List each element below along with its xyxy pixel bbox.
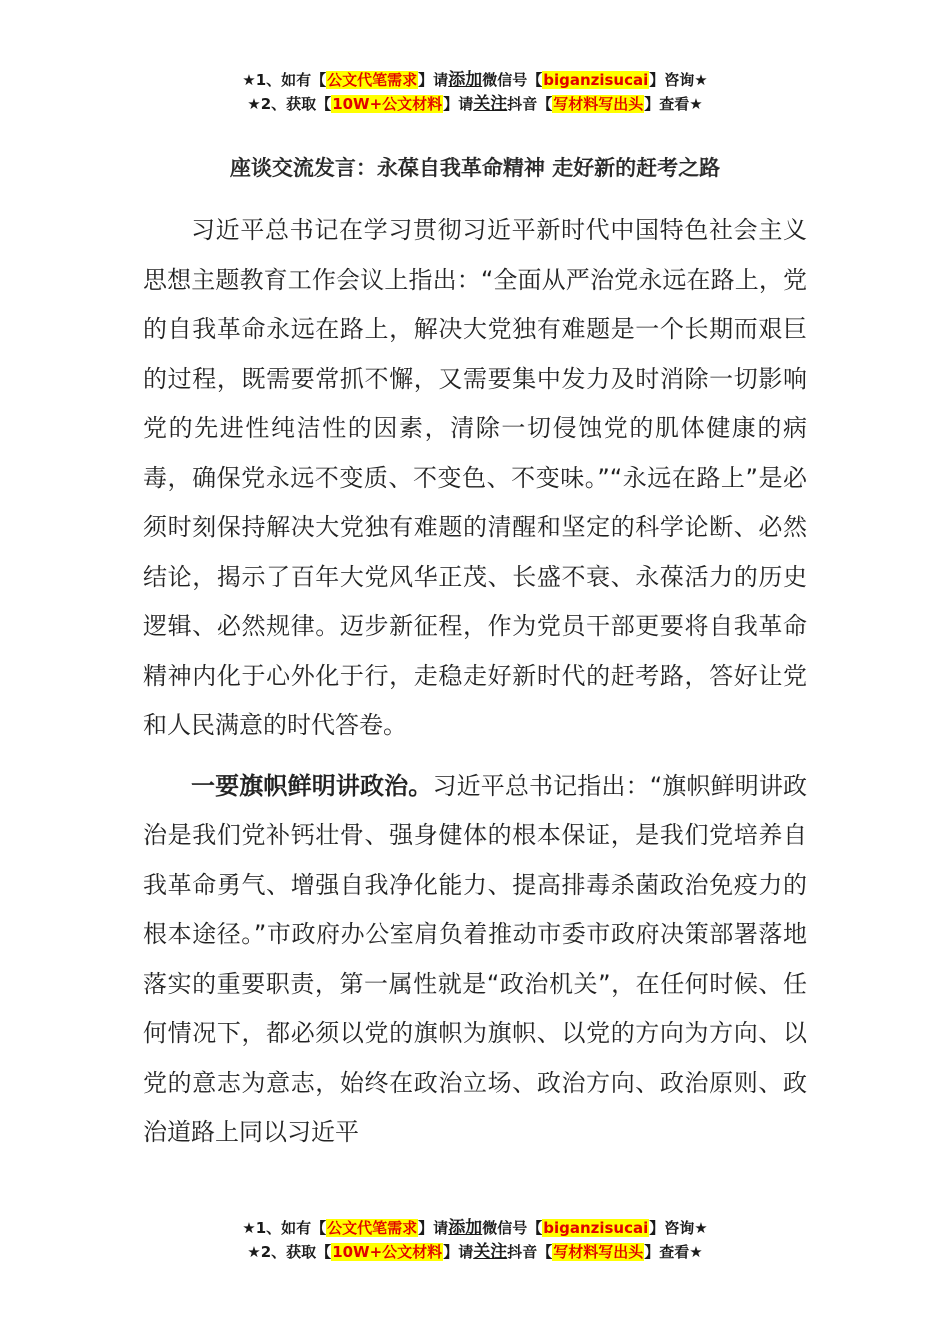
highlight-materials: 10W+公文材料: [332, 1243, 443, 1261]
banner-text: 抖音【: [507, 1243, 553, 1261]
banner-text: 】请: [443, 1243, 474, 1261]
highlight-douyin-id: 写材料写出头: [553, 95, 644, 113]
banner-text: 】查看★: [644, 95, 703, 113]
highlight-wechat-id: biganzisucai: [543, 1219, 649, 1237]
banner-text: 】请: [443, 95, 474, 113]
banner-text: ★1、如有【: [242, 1219, 327, 1237]
footer-banner: [0, 1216, 950, 1264]
banner-text: 微信号【: [482, 71, 543, 89]
header-banner: [0, 68, 950, 116]
banner-line-2: [0, 1240, 950, 1264]
point-text: 习近平总书记指出：“旗帜鲜明讲政治是我们党补钙壮骨、强身健体的根本保证，是我们党培养自我革命勇气、增强自我净化能力、提高排毒杀菌政治免疫力的根本途径。”市政府办公室肩负着推动市委市政府决策部署落地落实的重要职责，第一属性就是“政治机关”，在任何时候、任何情况下，都必须以党的旗帜为旗帜、以党的方向为方向、以党的意志为意志，始终在政治立场、政治方向、政治原则、政治道路上同以习近平: [143, 771, 808, 1146]
banner-text: 】请: [418, 71, 449, 89]
paragraph-point-one: [143, 762, 807, 1158]
banner-emphasis: 添加: [448, 70, 483, 90]
banner-text: 】咨询★: [649, 1219, 708, 1237]
highlight-douyin-id: 写材料写出头: [553, 1243, 644, 1261]
banner-text: 】查看★: [644, 1243, 703, 1261]
highlight-service: 公文代笔需求: [327, 1219, 418, 1237]
banner-line-2: [0, 92, 950, 116]
banner-text: 微信号【: [482, 1219, 543, 1237]
document-title: 座谈交流发言：永葆自我革命精神 走好新的赶考之路: [229, 156, 721, 180]
banner-line-1: [0, 1216, 950, 1240]
banner-text: 抖音【: [507, 95, 553, 113]
banner-text: ★2、获取【: [247, 1243, 332, 1261]
highlight-wechat-id: biganzisucai: [543, 71, 649, 89]
banner-emphasis: 关注: [473, 1242, 508, 1262]
paragraph-intro: 习近平总书记在学习贯彻习近平新时代中国特色社会主义思想主题教育工作会议上指出：“全面从严治党永远在路上，党的自我革命永远在路上，解决大党独有难题是一个长期而艰巨的过程，既需要常抓不懈，又需要集中发力及时消除一切影响党的先进性纯洁性的因素，清除一切侵蚀党的肌体健康的病毒，确保党永远不变质、不变色、不变味。”“永远在路上”是必须时刻保持解决大党独有难题的清醒和坚定的科学论断、必然结论，揭示了百年大党风华正茂、长盛不衰、永葆活力的历史逻辑、必然规律。迈步新征程，作为党员干部更要将自我革命精神内化于心外化于行，走稳走好新时代的赶考路，答好让党和人民满意的时代答卷。: [143, 216, 807, 739]
banner-line-1: [0, 68, 950, 92]
highlight-materials: 10W+公文材料: [332, 95, 443, 113]
banner-text: ★1、如有【: [242, 71, 327, 89]
banner-emphasis: 关注: [473, 94, 508, 114]
highlight-service: 公文代笔需求: [327, 71, 418, 89]
banner-text: ★2、获取【: [247, 95, 332, 113]
banner-text: 】请: [418, 1219, 449, 1237]
banner-text: 】咨询★: [649, 71, 708, 89]
banner-emphasis: 添加: [448, 1218, 483, 1238]
document-body: [143, 206, 807, 1169]
point-heading: 一要旗帜鲜明讲政治。: [191, 771, 433, 800]
